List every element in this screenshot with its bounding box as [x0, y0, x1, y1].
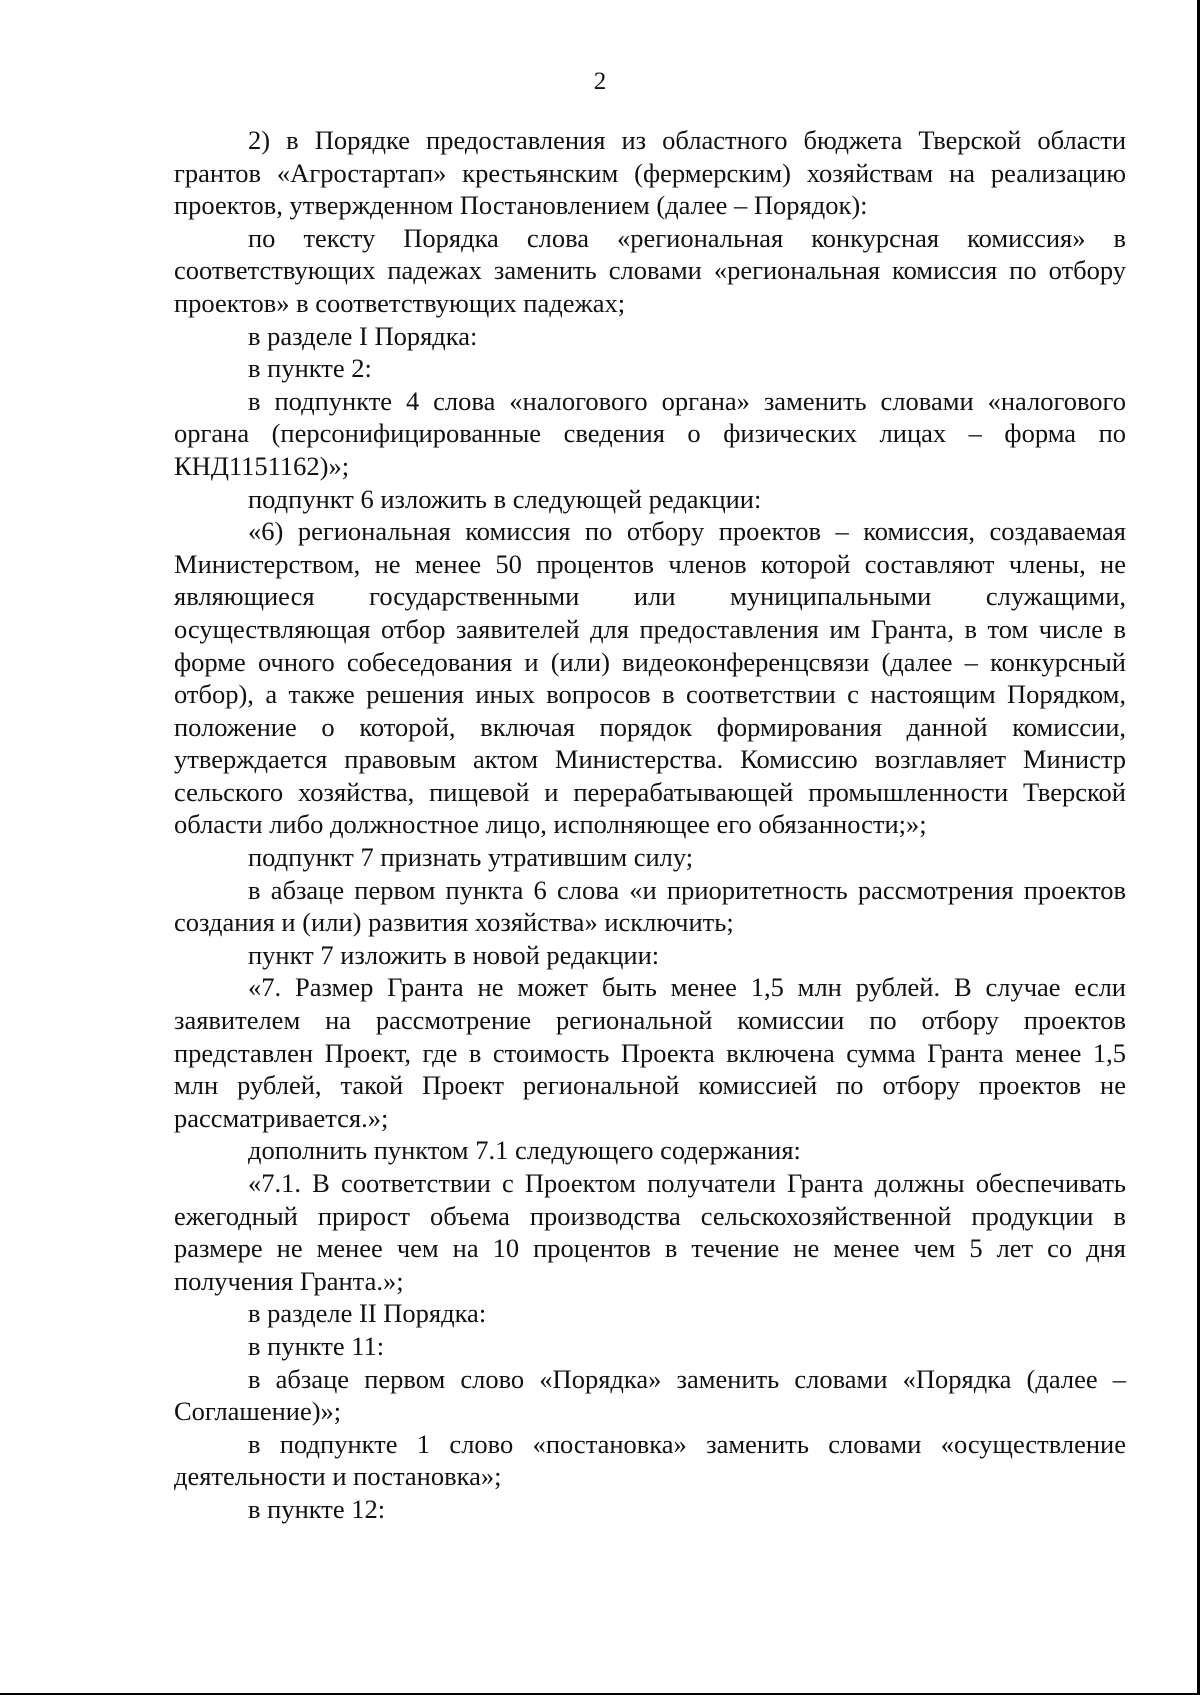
paragraph: в подпункте 1 слово «постановка» заменить словами «осуществление деятельности и постановка»; [174, 1428, 1126, 1492]
page-number: 2 [593, 68, 607, 95]
paragraph: по тексту Порядка слова «региональная конкурсная комиссия» в соответствующих падежах заменить словами «региональная комиссия по отбору проектов» в соответствующих падежах; [174, 222, 1126, 318]
paragraph: в пункте 12: [248, 1493, 386, 1524]
paragraph: «7. Размер Гранта не может быть менее 1,5 млн рублей. В случае если заявителем на рассмотрение региональной комиссии по отбору проектов представлен Проект, где в стоимость Проекта включена сумма Гранта менее 1,5 млн рублей, такой Проект региональной комиссией по отбору проектов не рассматривается.»; [174, 972, 1126, 1133]
paragraph: в абзаце первом слово «Порядка» заменить словами «Порядка (далее – Соглашение)»; [174, 1363, 1126, 1427]
paragraph: в подпункте 4 слова «налогового органа» заменить словами «налогового органа (персонифицированные сведения о физических лицах – форма по КНД1151162)»; [174, 385, 1126, 481]
document-body [174, 124, 1126, 1526]
paragraph: в абзаце первом пункта 6 слова «и приоритетность рассмотрения проектов создания и (или) развития хозяйства» исключить; [174, 874, 1126, 938]
paragraph: в пункте 11: [248, 1330, 385, 1361]
paragraph: подпункт 6 изложить в следующей редакции: [248, 483, 762, 514]
paragraph: в разделе II Порядка: [248, 1298, 487, 1329]
paragraph: в разделе I Порядка: [248, 320, 478, 351]
paragraph: «7.1. В соответствии с Проектом получатели Гранта должны обеспечивать ежегодный прирост объема производства сельскохозяйственной продукции в размере не менее чем на 10 процентов в течение не менее чем 5 лет со дня получения Гранта.»; [174, 1168, 1126, 1296]
paragraph: пункт 7 изложить в новой редакции: [248, 939, 660, 970]
paragraph: дополнить пунктом 7.1 следующего содержания: [248, 1135, 801, 1166]
paragraph: подпункт 7 признать утратившим силу; [248, 842, 694, 873]
paragraph: 2) в Порядке предоставления из областного бюджета Тверской области грантов «Агростартап» крестьянским (фермерским) хозяйствам на реализацию проектов, утвержденном Постановлением (далее – Порядок): [174, 125, 1126, 221]
paragraph: в пункте 2: [248, 353, 372, 384]
paragraph: «6) региональная комиссия по отбору проектов – комиссия, создаваемая Министерством, не менее 50 процентов членов которой составляют члены, не являющиеся государственными или муниципальными служащими, осуществляющая отбор заявителей для предоставления им Гранта, в том числе в форме очного собеседования и (или) видеоконференцсвязи (далее – конкурсный отбор), а также решения иных вопросов в соответствии с настоящим Порядком, положение о которой, включая порядок формирования данной комиссии, утверждается правовым актом Министерства. Комиссию возглавляет Министр сельского хозяйства, пищевой и перерабатывающей промышленности Тверской области либо должностное лицо, исполняющее его обязанности;»; [174, 516, 1126, 840]
